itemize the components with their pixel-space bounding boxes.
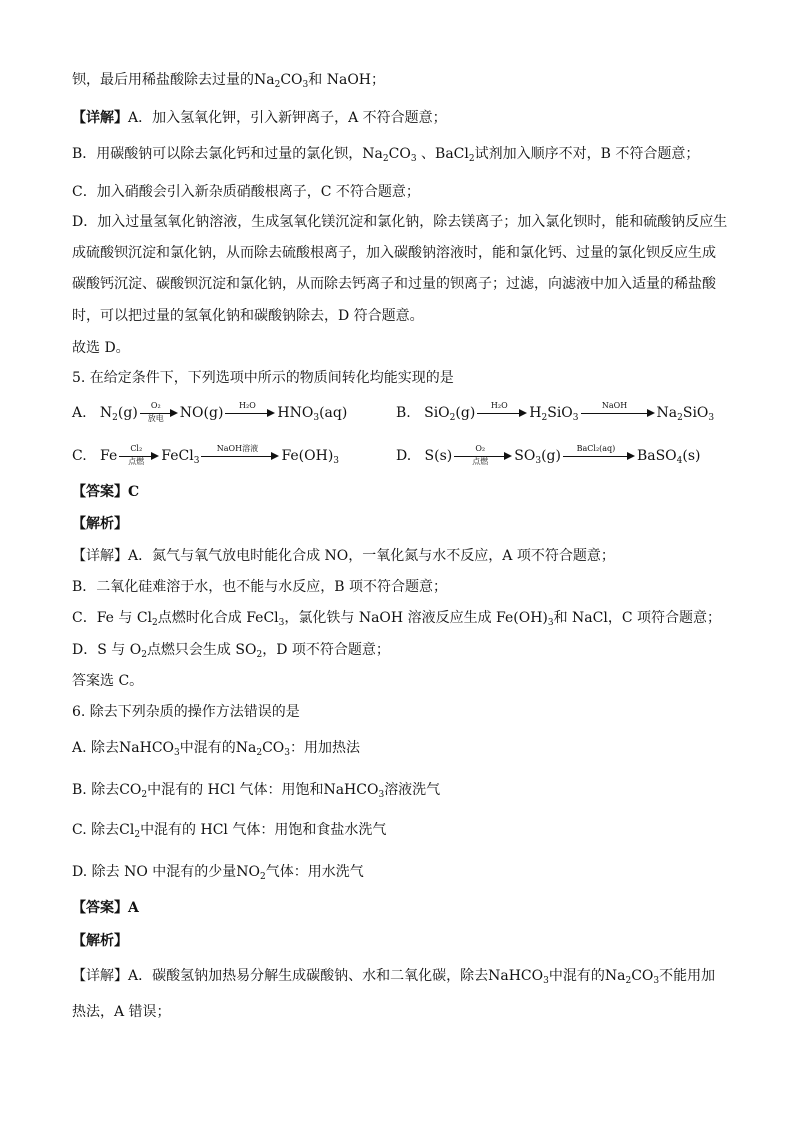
arrow-icon: H₂O (225, 403, 275, 423)
q5-stem: 5. 在给定条件下，下列选项中所示的物质间转化均能实现的是 (72, 370, 454, 386)
q6-explain-a2: 热法，A 错误； (72, 1004, 171, 1020)
q5-option-c: C. Fe Cl₂ 点燃 FeCl$_3$ NaOH溶液 $Fe(OH)_3$ (72, 444, 340, 466)
q4-explain-a: 【详解】A．加入氢氧化钾，引入新钾离子，A 不符合题意； (72, 110, 447, 126)
q6-analysis: 【解析】 (72, 933, 128, 949)
q4-explain-b: B．用碳酸钠可以除去氯化钙和过量的氯化钡，$Na_2CO_3$ 、BaCl$_2$试剂加入顺序不对，B 不符合题意； (72, 146, 700, 164)
q5-analysis: 【解析】 (72, 516, 128, 532)
q4-explain-d3: 碳酸钙沉淀、碳酸钡沉淀和氯化钠，从而除去钙离子和过量的钡离子；过滤，向滤液中加入适量的稀盐酸 (72, 276, 716, 292)
q5-explain-b: B．二氧化硅难溶于水，也不能与水反应，B 项不符合题意； (72, 579, 448, 595)
q5-answer: 【答案】C (72, 484, 140, 500)
arrow-icon: O₂ 点燃 (454, 446, 512, 466)
arrow-icon: NaOH (581, 403, 655, 423)
q6-stem: 6. 除去下列杂质的操作方法错误的是 (72, 704, 300, 720)
q6-option-b: B. 除去$CO_2$中混有的 HCl 气体：用饱和NaHCO$_3$溶液洗气 (72, 782, 441, 800)
q5-option-b: B. SiO$_2$(g) H₂O $H_2SiO_3$ NaOH $Na_2SiO_3$ (396, 401, 715, 423)
q5-explain-d: D．S 与 $O_2$点燃只会生成 $SO_2$，D 项不符合题意； (72, 642, 390, 660)
formula-na2co3: $Na_2CO_3$ (254, 72, 309, 90)
arrow-icon: Cl₂ 点燃 (119, 446, 159, 466)
formula-bacl2: BaCl$_2$ (435, 146, 475, 164)
q4-choose: 故选 D。 (72, 340, 130, 356)
q5-option-d: D. S(s) O₂ 点燃 $SO_3(g)$ BaCl₂(aq) BaSO$_4$(s) (396, 444, 701, 466)
arrow-icon: NaOH溶液 (201, 446, 279, 466)
q5-explain-a: 【详解】A．氮气与氧气放电时能化合成 NO，一氧化氮与水不反应，A 项不符合题意； (72, 548, 615, 564)
q4-explain-d2: 成硫酸钡沉淀和氯化钠，从而除去硫酸根离子，加入碳酸钠溶液时，能和氯化钙、过量的氯化钡反应生成 (72, 245, 716, 261)
q6-option-c: C. 除去$Cl_2$中混有的 HCl 气体：用饱和食盐水洗气 (72, 822, 387, 840)
arrow-icon: O₂ 放电 (140, 403, 178, 423)
arrow-icon: H₂O (477, 403, 527, 423)
q5-option-a: A. $N_2(g)$ O₂ 放电 NO(g) H₂O $HNO_3(aq)$ (72, 401, 348, 423)
q4-explain-c: C．加入硝酸会引入新杂质硝酸根离子，C 不符合题意； (72, 184, 420, 200)
q6-option-a: A. 除去NaHCO$_3$中混有的$Na_2CO_3$：用加热法 (72, 740, 361, 758)
formula-na2co3: $Na_2CO_3$ (362, 146, 417, 164)
intro-line: 钡，最后用稀盐酸除去过量的$Na_2CO_3$和 NaOH； (72, 72, 386, 90)
q5-explain-c: C．Fe 与 $Cl_2$点燃时化合成 FeCl$_3$，氯化铁与 NaOH 溶液反应生成 $Fe(OH)_3$和 NaCl，C 项符合题意； (72, 610, 722, 628)
q6-explain-a1: 【详解】A．碳酸氢钠加热易分解生成碳酸钠、水和二氧化碳，除去NaHCO$_3$中混有的$Na_2CO_3$不能用加 (72, 968, 716, 986)
arrow-icon: BaCl₂(aq) (563, 446, 635, 466)
q5-choose: 答案选 C。 (72, 673, 144, 689)
q6-answer: 【答案】A (72, 900, 139, 916)
q4-explain-d1: D．加入过量氢氧化钠溶液，生成氢氧化镁沉淀和氯化钠，除去镁离子；加入氯化钡时，能和硫酸钠反应生 (72, 214, 728, 230)
q4-explain-d4: 时，可以把过量的氢氧化钠和碳酸钠除去，D 符合题意。 (72, 308, 424, 324)
q6-option-d: D. 除去 NO 中混有的少量$NO_2$气体：用水洗气 (72, 864, 364, 882)
